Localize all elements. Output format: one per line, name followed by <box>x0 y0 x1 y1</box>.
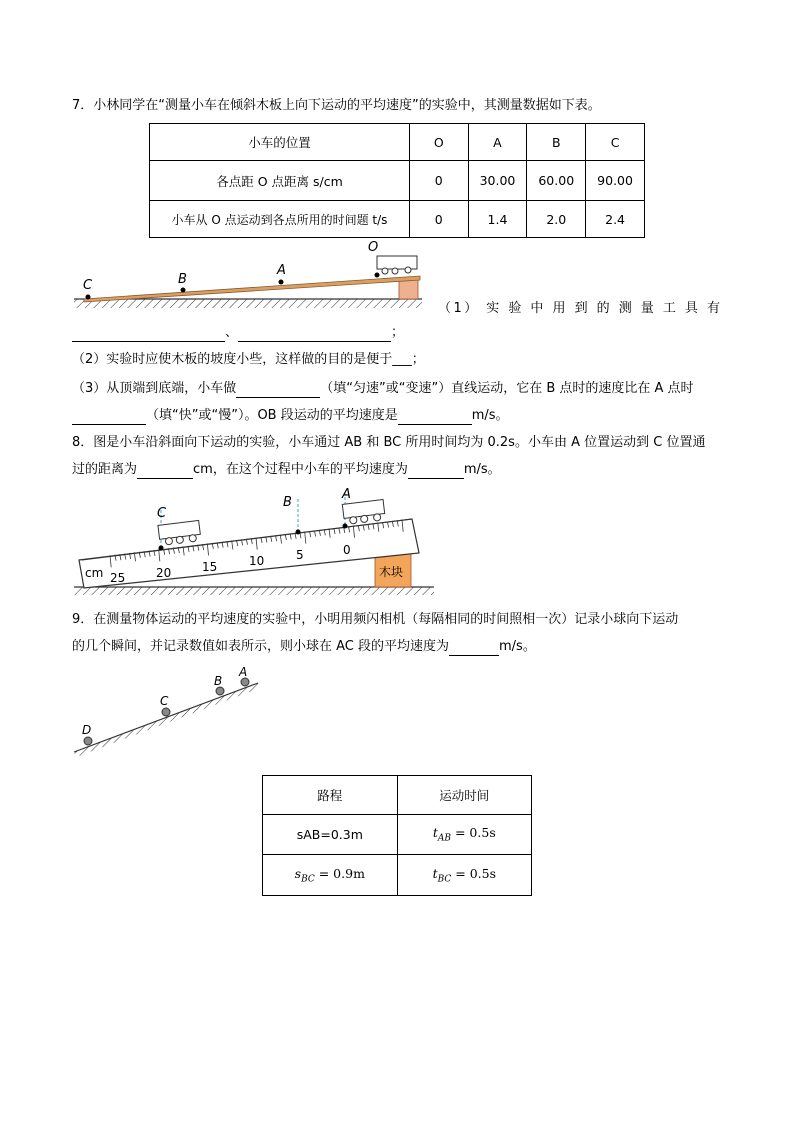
answer-blank[interactable] <box>398 410 472 425</box>
table-cell: 各点距 O 点距离 s/cm <box>150 161 410 201</box>
label-a: A <box>342 487 351 502</box>
answer-blank[interactable] <box>72 327 225 342</box>
ball-d <box>84 737 92 745</box>
table-cell <box>397 815 531 855</box>
table-cell: A <box>468 124 527 161</box>
text: 的几个瞬间，并记录数值如表所示，则小球在 AC 段的平均速度为 <box>72 639 450 654</box>
point-c <box>86 295 91 300</box>
table-cell: 0 <box>409 161 468 201</box>
q9-line1: 9．在测量物体运动的平均速度的实验中，小明用频闪相机（每隔相同的时间照相一次）记录小球向下运动 <box>72 612 679 627</box>
q9-data-table <box>262 775 532 896</box>
point-a <box>343 524 348 529</box>
tick-label: 5 <box>296 548 304 562</box>
ground-hatch <box>74 299 422 308</box>
cart <box>377 256 417 269</box>
answer-blank[interactable] <box>449 641 499 656</box>
answer-blank[interactable] <box>137 464 193 479</box>
subscript: BC <box>437 874 452 885</box>
q8-line1: 8．图是小车沿斜面向下运动的实验，小车通过 AB 和 BC 所用时间均为 0.2s。小车由 A 位置运动到 C 位置通 <box>72 435 706 450</box>
q7-stem: 7．小林同学在“测量小车在倾斜木板上向下运动的平均速度”的实验中，其测量数据如下表。 <box>72 98 601 113</box>
point-b <box>181 288 186 293</box>
label-c: C <box>157 506 167 521</box>
unit: m/s。 <box>463 462 501 477</box>
label-c: C <box>83 278 93 293</box>
value: = 0.5s <box>451 865 497 881</box>
q7-incline-figure <box>72 236 432 312</box>
table-cell: O <box>409 124 468 161</box>
table-cell: 60.00 <box>527 161 586 201</box>
label-a: A <box>277 263 286 278</box>
table-cell: C <box>586 124 645 161</box>
text: （填“匀速”或“变速”）直线运动，它在 B 点时的速度比在 A 点时 <box>320 381 694 396</box>
label-b: B <box>214 674 223 688</box>
table-cell: B <box>527 124 586 161</box>
ball-b <box>216 687 224 695</box>
incline-board <box>84 276 420 302</box>
point-a <box>279 280 284 285</box>
table-cell: 小车从 O 点运动到各点所用的时间题 t/s <box>150 201 410 238</box>
label-c: C <box>160 694 169 708</box>
tick-label: 20 <box>156 566 172 580</box>
answer-blank[interactable] <box>408 464 464 479</box>
label-a: A <box>239 665 248 679</box>
q7-part1-prompt: （1） 实 验 中 用 到 的 测 量 工 具 有 <box>438 301 720 316</box>
q9-incline-figure <box>72 664 268 760</box>
label-o: O <box>368 240 379 255</box>
tick-label: 0 <box>343 543 351 557</box>
cart-wheel <box>392 268 398 274</box>
q7-part1-blanks <box>72 324 404 342</box>
point-o <box>375 273 380 278</box>
answer-blank[interactable] <box>236 383 320 398</box>
unit-label: cm <box>85 566 104 580</box>
q7-part3-line2 <box>72 407 509 425</box>
cart-a <box>342 499 385 524</box>
tick-label: 10 <box>249 554 265 568</box>
answer-blank[interactable] <box>238 327 391 342</box>
table-cell: 30.00 <box>468 161 527 201</box>
table-cell: sAB=0.3m <box>263 815 398 855</box>
table-cell: 0 <box>409 201 468 238</box>
wood-block-label: 木块 <box>379 565 404 579</box>
ground-hatch <box>74 587 434 595</box>
q8-line2 <box>72 461 501 479</box>
line-end: ； <box>391 325 405 340</box>
label-b: B <box>178 272 187 287</box>
separator: 、 <box>225 325 239 340</box>
q7-part2: （2）实验时应使木板的坡度小些，这样做的目的是便于___； <box>72 352 425 367</box>
table-cell: 小车的位置 <box>150 124 410 161</box>
table-cell <box>397 855 531 896</box>
var: s <box>294 865 302 881</box>
q8-ruler-figure <box>72 487 442 599</box>
text: 过的距离为 <box>72 462 138 477</box>
text: （3）从顶端到底端，小车做 <box>72 381 237 396</box>
q7-part3-line1 <box>72 380 694 398</box>
cart-wheel <box>382 268 388 274</box>
answer-blank[interactable] <box>72 410 146 425</box>
table-cell: 2.4 <box>586 201 645 238</box>
table-header-cell: 运动时间 <box>397 776 531 815</box>
unit: m/s。 <box>471 408 509 423</box>
tick-label: 15 <box>202 560 218 574</box>
tick-label: 25 <box>110 571 126 585</box>
label-b: B <box>283 495 292 510</box>
label-d: D <box>82 723 92 737</box>
point-b <box>296 530 301 535</box>
text: cm，在这个过程中小车的平均速度为 <box>193 462 408 477</box>
q9-line2 <box>72 638 536 656</box>
ball-a <box>241 678 249 686</box>
var: t <box>432 825 438 841</box>
q7-data-table <box>149 123 645 238</box>
cart-c <box>158 520 201 545</box>
value: = 0.5s <box>451 825 496 841</box>
table-cell: 2.0 <box>527 201 586 238</box>
var: t <box>432 865 438 881</box>
table-header-cell: 路程 <box>263 776 398 815</box>
subscript: BC <box>301 874 315 885</box>
ball-c <box>162 708 170 716</box>
table-cell <box>263 855 398 896</box>
point-c <box>159 546 164 551</box>
value: = 0.9m <box>314 865 365 881</box>
text: （填“快”或“慢”）。OB 段运动的平均速度是 <box>146 408 398 423</box>
table-cell: 90.00 <box>586 161 645 201</box>
unit: m/s。 <box>499 639 536 654</box>
subscript: AB <box>437 833 452 844</box>
cart-wheel <box>405 267 411 273</box>
table-cell: 1.4 <box>468 201 527 238</box>
